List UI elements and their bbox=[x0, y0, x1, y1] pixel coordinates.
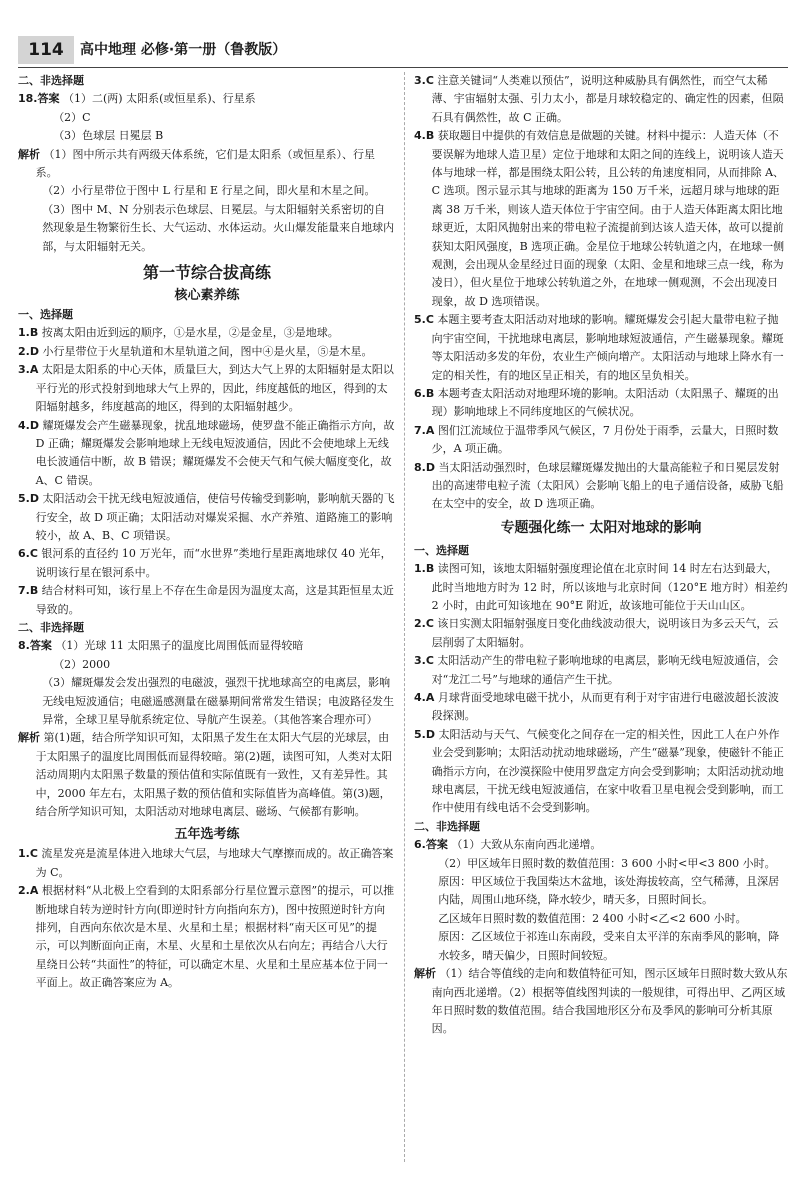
analysis-8: 解析 第(1)题，结合所学知识可知，太阳黑子发生在太阳大气层的光球层，由于太阳黑子的温度比周围低而显得较暗。第(2)题，读图可知，人类对太阳活动周期内太阳黑子数量的预估值和实际值既有一致性，又有差异性。其中，2000 年左右，太阳黑子数的预估值和实际值皆为高峰值。第(3)题，结合所学知识可知，太阳活动对地球电离层、磁场、气候都有影响。 bbox=[18, 731, 393, 819]
question-item: 4.A 月球背面受地球电磁干扰小，从而更有利于对宇宙进行电磁波超长波波段探测。 bbox=[414, 691, 779, 723]
question-item: 2.C 该日实测太阳辐射强度日变化曲线波动很大，说明该日为多云天气，云层削弱了太阳辐射。 bbox=[414, 617, 779, 649]
question-item: 3.C 注意关键词“人类难以预估”，说明这种威胁具有偶然性，而空气太稀薄、宇宙辐射太强、引力太小，都是月球较稳定的、确定性的因素，但陨石具有偶然性，故 C 正确。 bbox=[414, 74, 784, 124]
header-rule bbox=[18, 67, 788, 68]
question-item: 5.C 本题主要考查太阳活动对地球的影响。耀斑爆发会引起大量带电粒子抛向宇宙空间，干扰地球电离层，影响地球短波通信，产生磁暴现象。耀斑等太阳活动多发的年份，农业生产倾向增产。太阳活动与地球上降水有一定的相关性，有的地区呈正相关，有的地区呈负相关。 bbox=[414, 313, 784, 382]
question-item: 2.A 根据材料“从北极上空看到的太阳系部分行星位置示意图”的提示，可以推断地球自转为逆时针方向(即逆时针方向指向东方)，图中按照逆时针方向排列，自西向东依次是木星、火星和土星；根据材料“南天区可见”的提示，可以判断面向正南，木星、火星和土星依次从右向左；再结合八大行星绕日公转“共面性”的特征，可以确定木星、火星和土星应基本位于同一平面上。故正确答案应为 A。 bbox=[18, 884, 395, 990]
answer-6-reason2: 原因：乙区域位于祁连山东南段，受来自太平洋的东南季风的影响，降水较多，晴天偏少，日照时间较短。 bbox=[438, 930, 780, 962]
section-heading: 一、选择题 bbox=[414, 543, 469, 557]
analysis-6: 解析 （1）结合等值线的走向和数值特征可知，图示区域年日照时数大致从东南向西北递增。（2）根据等值线图判读的一般规律，可得出甲、乙两区域年日照时数的数值范围。结合我国地形区分布及季风的影响可分析其原因。 bbox=[414, 967, 788, 1036]
answer-8: 8.答案 （1）光球 11 太阳黑子的温度比周围低而显得较暗 bbox=[18, 639, 304, 653]
answer-6: 6.答案 （1）大致从东南向西北递增。 bbox=[414, 838, 602, 852]
analysis-18-part3: （3）图中 M、N 分别表示色球层、日冕层。与太阳辐射关系密切的自然现象是生物繁衍生长、大气运动、水体运动。火山爆发能量来自地球内部，与太阳辐射无关。 bbox=[42, 202, 395, 253]
question-item: 5.D 太阳活动与天气、气候变化之间存在一定的相关性，因此工人在户外作业会受到影响；太阳活动扰动地球磁场，产生“磁暴”现象，使磁针不能正确指示方向，在沙漠探险中使用罗盘定方向会受到影响；太阳活动扰动地球电离层，干扰无线电短波通信，在家中收看卫星电视会受到影响，而工作中使用有线电话不会受到影响。 bbox=[414, 727, 784, 815]
question-item: 4.B 获取题目中提供的有效信息是做题的关键。材料中提示：人造天体（不要误解为地球人造卫星）定位于地球和太阳之间的连线上，说明该人造天体与地球一样，都是围绕太阳公转，且公转的角速度相同，从而排除 A、C 选项。图示显示其与地球的距离为 150 万千米，远超月球与地球的距离 38 万千米，则该人造天体位于宇宙空间。由于人造天体距离太阳比地球更近，太阳风抛射出来的带电粒子流提前到达该人造天体，故可以提前获知太阳风强度，B 选项正确。金星位于地球公转轨道之内，在地球一侧观测，会出现从金星经过日面的现象（太阳、金星和地球三点一线，称为凌日），但火星位于地球公转轨道之外，在地球一侧观测，不会出现凌日现象，故 D 选项错误。 bbox=[414, 129, 785, 308]
page-header bbox=[18, 36, 788, 66]
left-column bbox=[18, 72, 396, 993]
answer-18-part2: （2）C bbox=[53, 110, 91, 124]
answer-6-reason1: 原因：甲区域位于我国柴达木盆地，该处海拔较高，空气稀薄，且深居内陆，周围山地环绕，降水较少，晴天多，日照时间长。 bbox=[438, 875, 780, 907]
section-subtitle: 核心素养练 bbox=[174, 288, 240, 304]
question-item: 6.B 本题考查太阳活动对地理环境的影响。太阳活动（太阳黑子、耀斑的出现）影响地球上不同纬度地区的气候状况。 bbox=[414, 386, 779, 419]
question-item: 4.D 耀斑爆发会产生磁暴现象，扰乱地球磁场，使罗盘不能正确指示方向，故 D 正确；耀斑爆发会影响地球上无线电短波通信，因此不会使地球上无线电长波通信中断，故 B 错误；耀斑爆发不会使天气和气候大幅度变化，故 A、C 错误。 bbox=[18, 418, 395, 487]
section-heading: 一、选择题 bbox=[18, 308, 73, 322]
section-heading: 二、非选择题 bbox=[18, 74, 84, 87]
page-number: 114 bbox=[18, 36, 74, 64]
question-item: 3.A 太阳是太阳系的中心天体，质量巨大，到达大气上界的太阳辐射是太阳以平行光的形式投射到地球大气上界的，因此，纬度越低的地区，得到的太阳辐射越多，纬度越高的地区，得到的太阳辐射越少。 bbox=[18, 363, 394, 414]
section-heading: 二、非选择题 bbox=[414, 819, 480, 833]
analysis-label: 解析 bbox=[18, 147, 40, 161]
question-item: 1.B 读图可知，该地太阳辐射强度理论值在北京时间 14 时左右达到最大，此时当地地方时为 12 时，所以该地与北京时间（120°E 地方时）相差约 2 小时，由此可知该地在 90°E 附近，故该地可能位于天山山区。 bbox=[414, 562, 788, 612]
question-item: 7.A 图们江流域位于温带季风气候区，7 月份处于雨季，云量大，日照时数少，A 项正确。 bbox=[414, 423, 779, 456]
answer-8-part3: （3）耀斑爆发会发出强烈的电磁波，强烈干扰地球高空的电离层，影响无线电短波通信；电磁遥感测量在磁暴期间常常发生错误；电波路径发生异常，全球卫星导航系统定位、导航产生误差。（其他答案合理亦可） bbox=[42, 676, 395, 726]
answer-18: 18.答案 （1）二(两) 太阳系(或恒星系)、行星系 bbox=[18, 92, 256, 106]
topic-title: 专题强化练一 太阳对地球的影响 bbox=[500, 519, 702, 536]
answer-18-part3: （3）色球层 日冕层 B bbox=[53, 129, 164, 143]
analysis-18: 解析 （1）图中所示共有两级天体系统，它们是太阳系（或恒星系）、行星系。 bbox=[18, 147, 375, 180]
section-title: 第一节综合拔高练 bbox=[142, 263, 271, 283]
question-item: 6.C 银河系的直径约 10 万光年，而“水世界”类地行星距离地球仅 40 光年，说明该行星在银河系中。 bbox=[18, 547, 392, 579]
answer-label: 18.答案 bbox=[18, 92, 60, 106]
question-item: 8.D 当太阳活动强烈时，色球层耀斑爆发抛出的大量高能粒子和日冕层发射出的高速带电粒子流（太阳风）会影响飞船上的电子通信设备，威胁飞船在太空中的安全，故 D 选项正确。 bbox=[414, 460, 784, 511]
question-item: 2.D 小行星带位于火星轨道和木星轨道之间，图中④是火星，⑤是木星。 bbox=[18, 344, 373, 358]
book-title: 高中地理 必修·第一册（鲁教版） bbox=[80, 42, 287, 58]
column-divider bbox=[404, 72, 405, 1162]
right-column bbox=[414, 72, 788, 1039]
answer-6-part3: 乙区域年日照时数的数值范围：2 400 小时<乙<2 600 小时。 bbox=[438, 911, 747, 925]
question-item: 1.C 流星发亮是流星体进入地球大气层，与地球大气摩擦而成的。故正确答案为 C。 bbox=[18, 847, 394, 879]
question-item: 7.B 结合材料可知，该行星上不存在生命是因为温度太高，这是其距恒星太近导致的。 bbox=[18, 584, 394, 616]
section-subtitle-5yr: 五年选考练 bbox=[174, 827, 240, 843]
section-heading: 二、非选择题 bbox=[18, 620, 84, 634]
question-item: 3.C 太阳活动产生的带电粒子影响地球的电离层，影响无线电短波通信，会对“龙江二号”与地球的通信产生干扰。 bbox=[414, 654, 779, 686]
question-item: 1.B 按离太阳由近到远的顺序，①是水星，②是金星，③是地球。 bbox=[18, 326, 339, 340]
question-item: 5.D 太阳活动会干扰无线电短波通信，使信号传输受到影响，影响航天器的飞行安全，故 D 项正确；太阳活动对爆炭采掘、水产养殖、道路施工的影响较小，故 A、B、C 项错误。 bbox=[18, 492, 395, 542]
answer-6-part2: （2）甲区域年日照时数的数值范围：3 600 小时<甲<3 800 小时。 bbox=[438, 856, 776, 870]
answer-8-part2: （2）2000 bbox=[53, 657, 111, 671]
analysis-18-part2: （2）小行星带位于图中 L 行星和 E 行星之间，即火星和木星之间。 bbox=[42, 184, 376, 198]
